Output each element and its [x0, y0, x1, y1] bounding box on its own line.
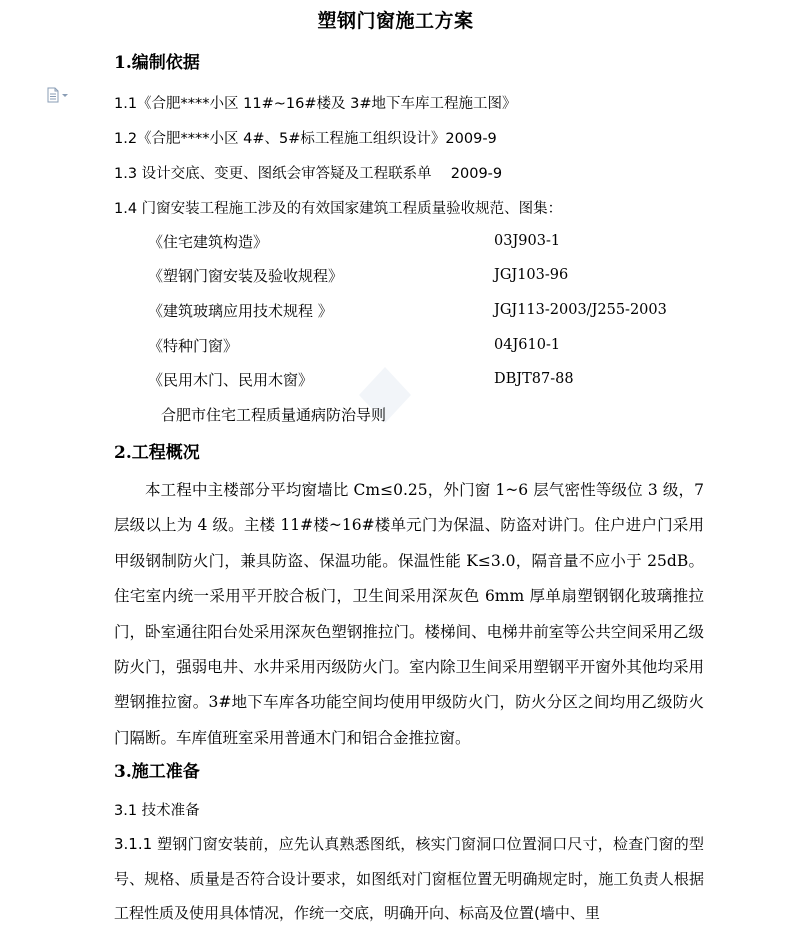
- guideline-item: 合肥市住宅工程质量通病防治导则: [161, 406, 387, 424]
- standard-code-3: JGJ113-2003/J255-2003: [494, 302, 667, 318]
- document-title: 塑钢门窗施工方案: [317, 10, 474, 32]
- standard-name-3: 《建筑玻璃应用技术规程 》: [148, 302, 333, 320]
- basis-item-4: 1.4 门窗安装工程施工涉及的有效国家建筑工程质量验收规范、图集：: [114, 201, 563, 217]
- project-overview-paragraph: 本工程中主楼部分平均窗墙比 Cm≤0.25，外门窗 1~6 层气密性等级位 3 级，7 层级以上为 4 级。主楼 11#楼~16#楼单元门为保温、防盗对讲门。住户进户门采用甲级钢制防火门，兼具防盗、保温功能。保温性能 K≤3.0，隔音量不应小于 25dB。住宅室内统一采用平开胶合板门，卫生间采用深灰色 6mm 厚单扇塑钢钢化玻璃推拉门，卧室通往阳台处采用深灰色塑钢推拉门。楼梯间、电梯井前室等公共空间采用乙级防火门，强弱电井、水井采用丙级防火门。室内除卫生间采用塑钢平开窗外其他均采用塑钢推拉窗。3#地下车库各功能空间均使用甲级防火门，防火分区之间均用乙级防火门隔断。车库值班室采用普通木门和铝合金推拉窗。: [114, 481, 704, 747]
- document-icon[interactable]: [47, 87, 73, 103]
- standard-code-5: DBJT87-88: [494, 371, 574, 387]
- basis-item-2: 1.2《合肥****小区 4#、5#标工程施工组织设计》2009-9: [114, 131, 497, 147]
- section-heading-2: 2.工程概况: [114, 443, 200, 463]
- standard-name-4: 《特种门窗》: [148, 337, 239, 355]
- standard-name-2: 《塑钢门窗安装及验收规程》: [148, 267, 344, 285]
- section-heading-3: 3.施工准备: [114, 762, 200, 782]
- basis-item-1: 1.1《合肥****小区 11#~16#楼及 3#地下车库工程施工图》: [114, 96, 517, 112]
- standard-code-4: 04J610-1: [494, 337, 561, 353]
- standard-code-2: JGJ103-96: [494, 267, 569, 283]
- technical-preparation-paragraph: 3.1.1 塑钢门窗安装前，应先认真熟悉图纸，核实门窗洞口位置洞口尺寸，检查门窗的型号、规格、质量是否符合设计要求，如图纸对门窗框位置无明确规定时，施工负责人根据工程性质及使用具体情况，作统一交底，明确开向、标高及位置(墙中、里: [114, 835, 704, 922]
- standard-name-5: 《民用木门、民用木窗》: [148, 371, 314, 389]
- section-heading-1: 1.编制依据: [114, 53, 200, 73]
- standard-code-1: 03J903-1: [494, 233, 561, 249]
- standard-name-1: 《住宅建筑构造》: [148, 233, 269, 251]
- subsection-heading-3-1: 3.1 技术准备: [114, 803, 200, 819]
- basis-item-3: 1.3 设计交底、变更、图纸会审答疑及工程联系单 2009-9: [114, 166, 503, 182]
